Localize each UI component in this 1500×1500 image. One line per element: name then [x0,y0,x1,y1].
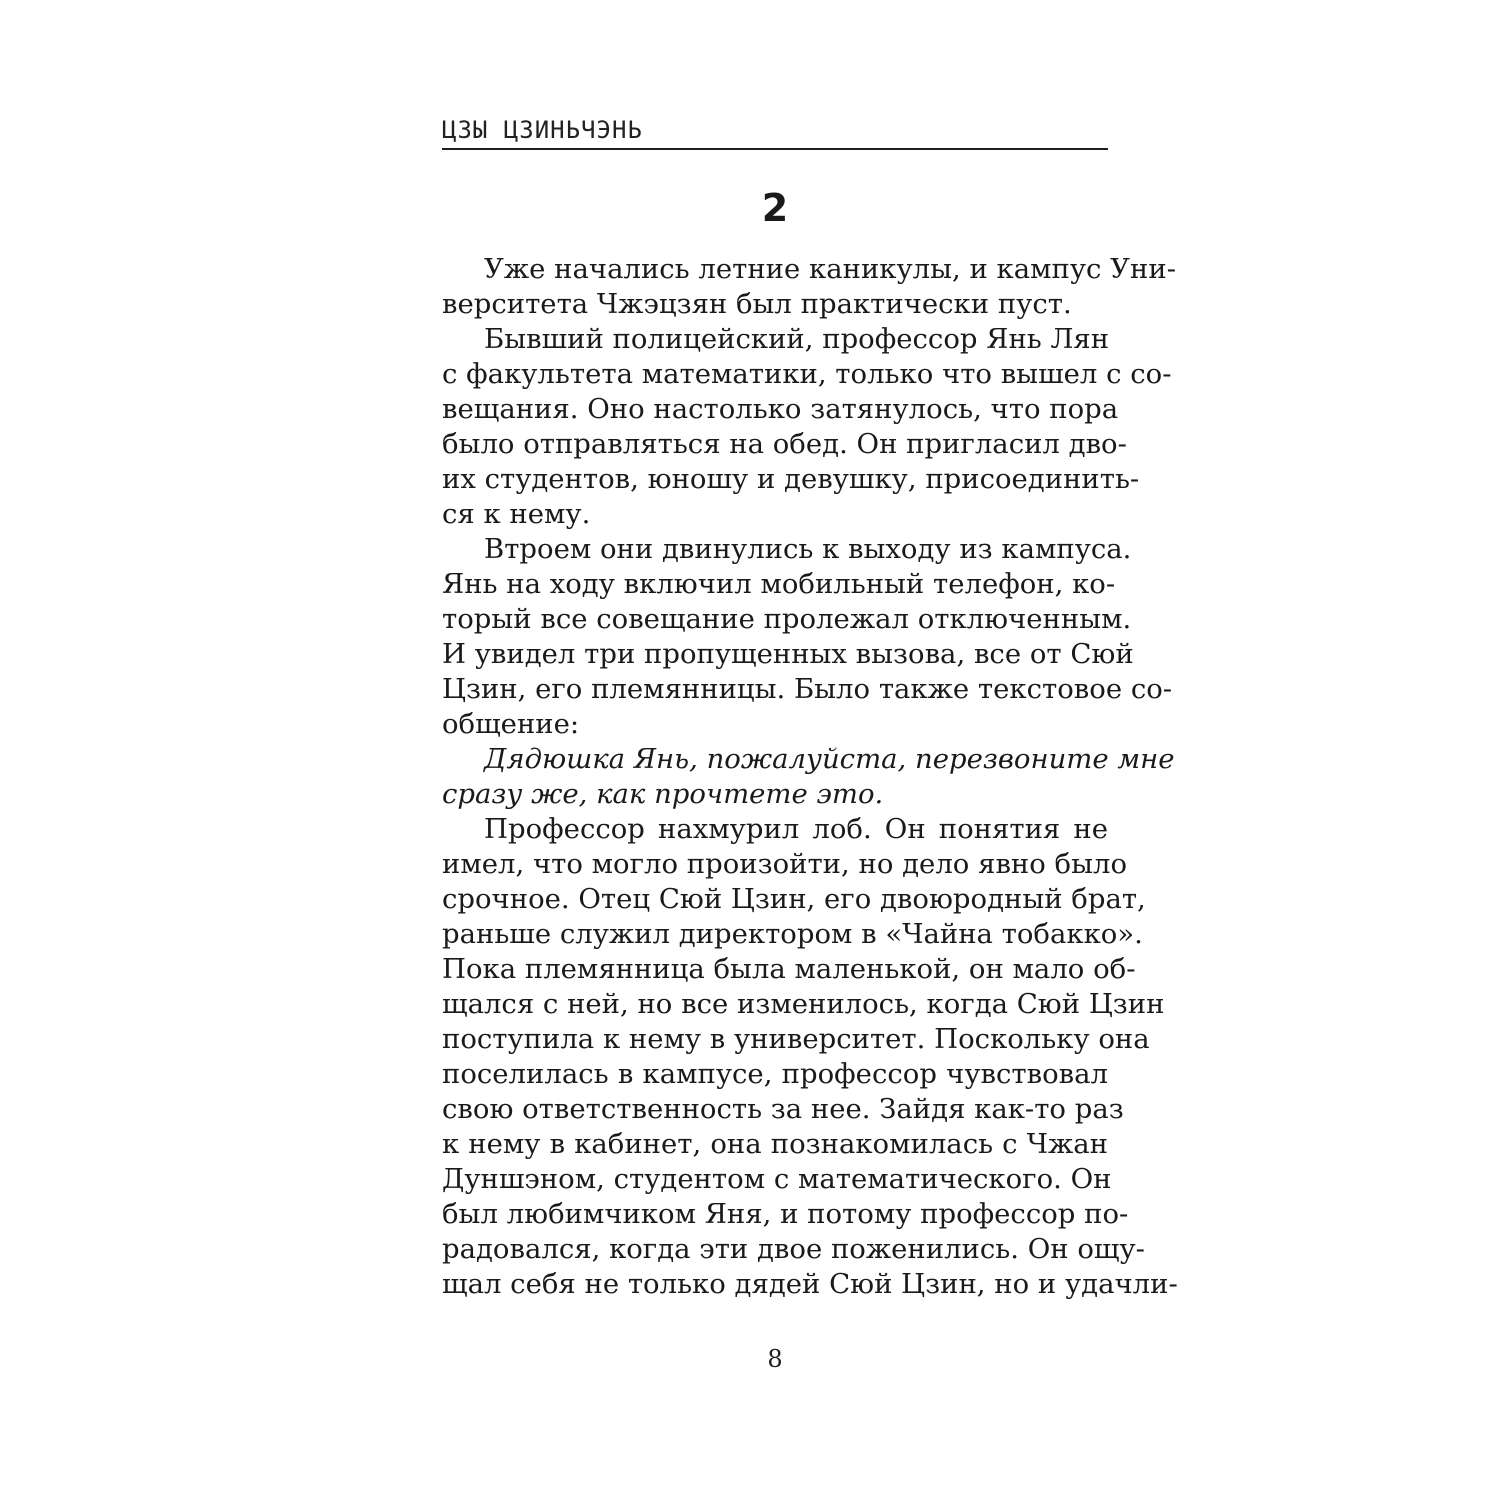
text-line: Дуншэном, студентом с математического. Он [442,1163,1112,1195]
text-line: их студентов, юношу и девушку, присоединить- [442,463,1140,495]
page-number: 8 [767,1345,783,1373]
text-line: к нему в кабинет, она познакомилась с Чжан [442,1128,1108,1160]
text-line: вещания. Оно настолько затянулось, что пора [442,393,1119,425]
body-text [442,252,1178,1302]
text-line: И увидел три пропущенных вызова, все от Сюй [442,638,1134,670]
text-line: с факультета математики, только что вышел с со- [442,358,1172,390]
text-line: общение: [442,708,580,740]
text-line: радовался, когда эти двое поженились. Он ощу- [442,1233,1145,1265]
italic-text-line: Дядюшка Янь, пожалуйста, перезвоните мне [484,743,1175,775]
text-line: был любимчиком Яня, и потому профессор по- [442,1198,1129,1230]
text-line: Бывший полицейский, профессор Янь Лян [484,323,1110,355]
text-line: имел, что могло произойти, но дело явно было [442,848,1128,880]
text-line: раньше служил директором в «Чайна тобакко». [442,918,1143,950]
text-line: Втроем они двинулись к выходу из кампуса. [484,533,1132,565]
text-line: поселилась в кампусе, профессор чувствовал [442,1058,1108,1090]
text-line: было отправляться на обед. Он пригласил дво- [442,428,1127,460]
running-header [442,112,1108,150]
italic-text-line: сразу же, как прочтете это. [442,778,884,810]
text-line: Уже начались летние каникулы, и кампус Уни- [484,253,1176,285]
text-line: Профессор нахмурил лоб. Он понятия не [484,813,1108,845]
running-title: ЦЗЫ ЦЗИНЬЧЭНЬ [442,116,643,144]
text-line: поступила к нему в университет. Поскольку она [442,1023,1150,1055]
chapter-number: 2 [761,186,789,230]
book-page [442,112,1178,1402]
text-line: щал себя не только дядей Сюй Цзин, но и удачли- [442,1268,1178,1300]
text-line: Янь на ходу включил мобильный телефон, ко- [442,568,1116,600]
text-line: свою ответственность за нее. Зайдя как-то раз [442,1093,1124,1125]
text-line: верситета Чжэцзян был практически пуст. [442,288,1072,320]
text-line: ся к нему. [442,498,591,530]
text-line: Цзин, его племянницы. Было также текстовое со- [442,673,1173,705]
text-line: Пока племянница была маленькой, он мало об- [442,953,1136,985]
text-line: торый все совещание пролежал отключенным. [442,603,1132,635]
text-line: срочное. Отец Сюй Цзин, его двоюродный брат, [442,883,1146,915]
text-line: щался с ней, но все изменилось, когда Сюй Цзин [442,988,1165,1020]
